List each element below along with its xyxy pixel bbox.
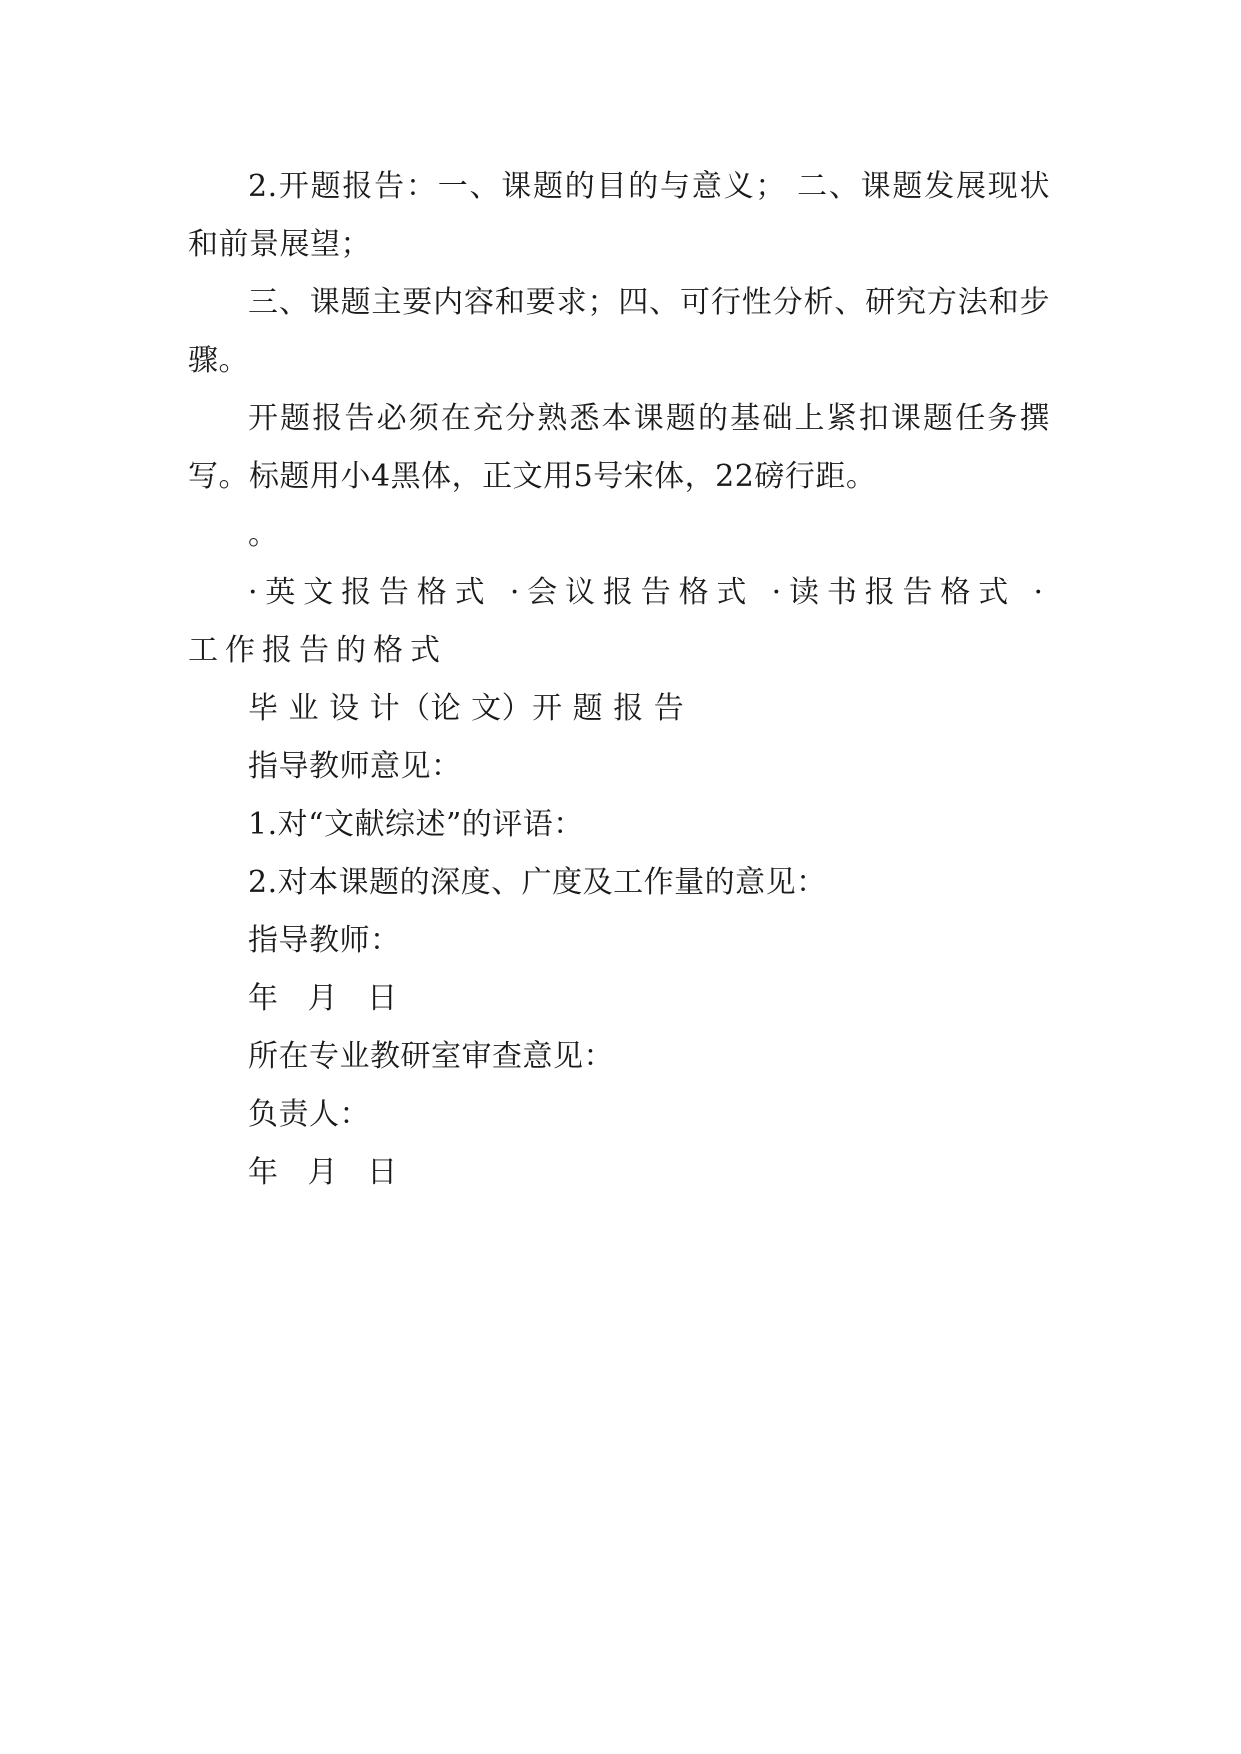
date-line-advisor: 年 月 日 — [248, 981, 408, 1016]
advisor-opinion-label: 指导教师意见： — [248, 749, 462, 784]
review-item-depth: 2.对本课题的深度、广度及工作量的意见： — [248, 865, 827, 900]
date-line-department: 年 月 日 — [248, 1155, 408, 1190]
advisor-signature-label: 指导教师： — [248, 923, 401, 958]
paragraph-period: 。 — [248, 517, 279, 552]
paragraph-writing-requirements: 开题报告必须在充分熟悉本课题的基础上紧扣课题任务撰写。标题用小4黑体，正文用5号宋体，22磅行距。 — [188, 401, 1050, 494]
review-item-literature: 1.对“文献综述”的评语： — [248, 807, 584, 842]
related-report-formats: ·英文报告格式 ·会议报告格式 ·读书报告格式 ·工作报告的格式 — [188, 575, 1050, 668]
paragraph-report-contents: 2.开题报告：一、课题的目的与意义； 二、课题发展现状和前景展望； — [188, 169, 1050, 262]
department-review-label: 所在专业教研室审查意见： — [248, 1039, 614, 1074]
report-title-line: 毕 业 设 计（论 文）开 题 报 告 — [248, 691, 685, 726]
person-in-charge-label: 负责人： — [248, 1097, 370, 1132]
paragraph-report-contents-continued: 三、课题主要内容和要求；四、可行性分析、研究方法和步骤。 — [188, 285, 1050, 378]
document-body — [188, 158, 1050, 1202]
